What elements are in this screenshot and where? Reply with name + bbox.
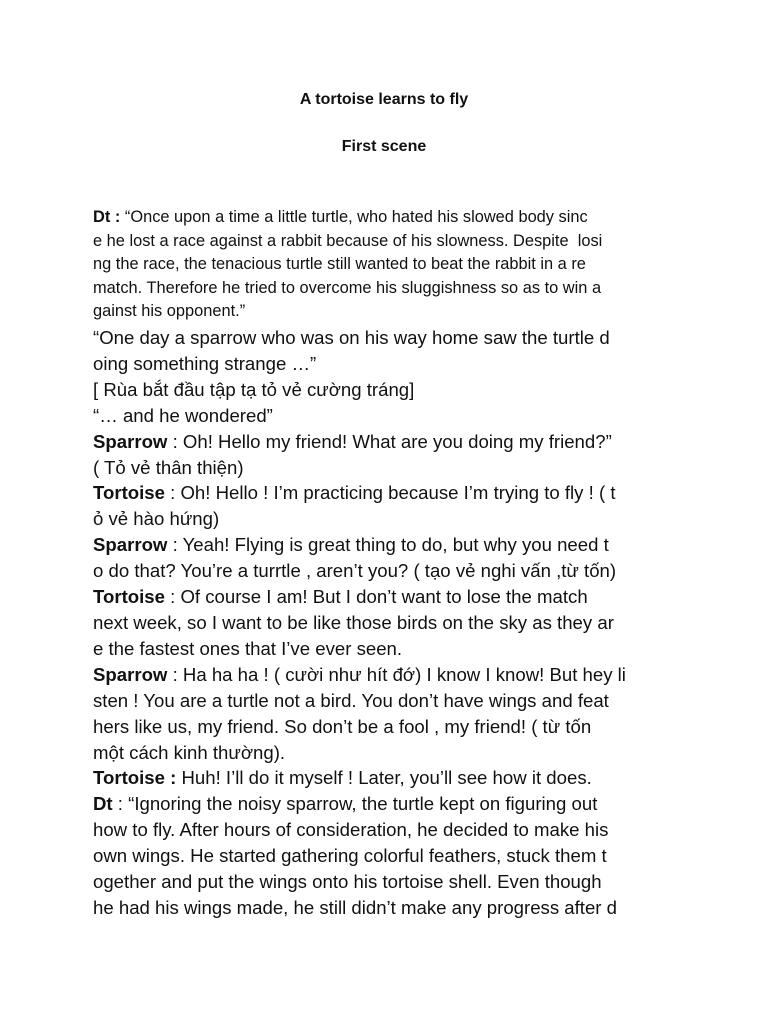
intro-line: match. Therefore he tried to overcome his sluggishness so as to win a (93, 278, 602, 297)
dialogue-line (93, 558, 683, 584)
line-text: “… and he wondered” (93, 404, 273, 426)
line-text: : Oh! Hello my friend! What are you doing my friend?” (167, 430, 612, 452)
speaker-label: Tortoise (93, 482, 165, 504)
story-title: A tortoise learns to fly (299, 91, 469, 108)
dialogue-line (93, 791, 683, 817)
dialogue-line (93, 765, 683, 791)
dialogue-line (93, 377, 683, 403)
line-text: o do that? You’re a turrtle , aren’t you? ( tạo vẻ nghi vấn ,từ tốn) (93, 560, 617, 582)
dialogue-line (93, 662, 683, 688)
line-text: next week, so I want to be like those birds on the sky as they ar (93, 611, 614, 633)
speaker-label: Sparrow (93, 534, 168, 556)
line-text: sten ! You are a turtle not a bird. You don’t have wings and feat (93, 689, 609, 711)
dialogue-line (93, 532, 683, 558)
scene-heading: First scene (341, 138, 427, 155)
dialogue-line (93, 455, 683, 481)
dialogue-line (93, 584, 683, 610)
dialogue-line (93, 714, 683, 740)
line-text: : Of course I am! But I don’t want to lose the match (164, 586, 588, 608)
speaker-label: Dt (93, 793, 113, 815)
line-text: oing something strange …” (93, 352, 317, 374)
dialogue-line (93, 688, 683, 714)
dialogue-line (93, 869, 683, 895)
line-text: [ Rùa bắt đầu tập tạ tỏ vẻ cường tráng] (93, 378, 415, 400)
line-text: ( Tỏ vẻ thân thiện) (93, 456, 244, 478)
line-text: : Ha ha ha ! ( cười như hít đớ) I know I know! But hey li (167, 663, 626, 685)
dialogue-line (93, 843, 683, 869)
line-text: he had his wings made, he still didn’t make any progress after d (93, 896, 618, 918)
intro-line (93, 206, 683, 230)
line-text: : Yeah! Flying is great thing to do, but why you need t (167, 534, 609, 556)
dialogue-line (93, 636, 683, 662)
dialogue-line (93, 610, 683, 636)
line-text: own wings. He started gathering colorful feathers, stuck them t (93, 845, 607, 867)
dialogue-body (93, 325, 683, 921)
speaker-label: Dt : (93, 208, 121, 226)
line-text: how to fly. After hours of consideration, he decided to make his (93, 819, 609, 841)
speaker-label: Sparrow (93, 663, 168, 685)
line-text: một cách kinh thường). (93, 741, 286, 763)
dialogue-line (93, 480, 683, 506)
dialogue-line (93, 325, 683, 351)
line-text: “Once upon a time a little turtle, who hated his slowed body sinc (120, 208, 588, 226)
line-text: Huh! I’ll do it myself ! Later, you’ll see how it does. (176, 767, 592, 789)
line-text: : “Ignoring the noisy sparrow, the turtle kept on figuring out (112, 793, 598, 815)
line-text: “One day a sparrow who was on his way home saw the turtle d (93, 327, 610, 348)
intro-line: ng the race, the tenacious turtle still wanted to beat the rabbit in a re (93, 255, 586, 273)
dialogue-line (93, 895, 683, 921)
dialogue-line (93, 817, 683, 843)
dialogue-line (93, 351, 683, 377)
line-text: ogether and put the wings onto his tortoise shell. Even though (93, 871, 602, 893)
dialogue-line (93, 506, 683, 532)
dialogue-line (93, 403, 683, 429)
speaker-label: Tortoise : (93, 767, 177, 789)
line-text: e the fastest ones that I’ve ever seen. (93, 637, 403, 659)
intro-line: e he lost a race against a rabbit because of his slowness. Despite losi (93, 231, 603, 250)
intro-paragraph (93, 206, 683, 324)
intro-line: gainst his opponent.” (93, 302, 246, 320)
dialogue-line (93, 740, 683, 766)
line-text: ỏ vẻ hào hứng) (93, 508, 220, 530)
dialogue-line (93, 429, 683, 455)
line-text: : Oh! Hello ! I’m practicing because I’m trying to fly ! ( t (164, 482, 616, 504)
speaker-label: Sparrow (93, 430, 168, 452)
line-text: hers like us, my friend. So don’t be a fool , my friend! ( từ tốn (93, 715, 592, 737)
speaker-label: Tortoise (93, 586, 165, 608)
